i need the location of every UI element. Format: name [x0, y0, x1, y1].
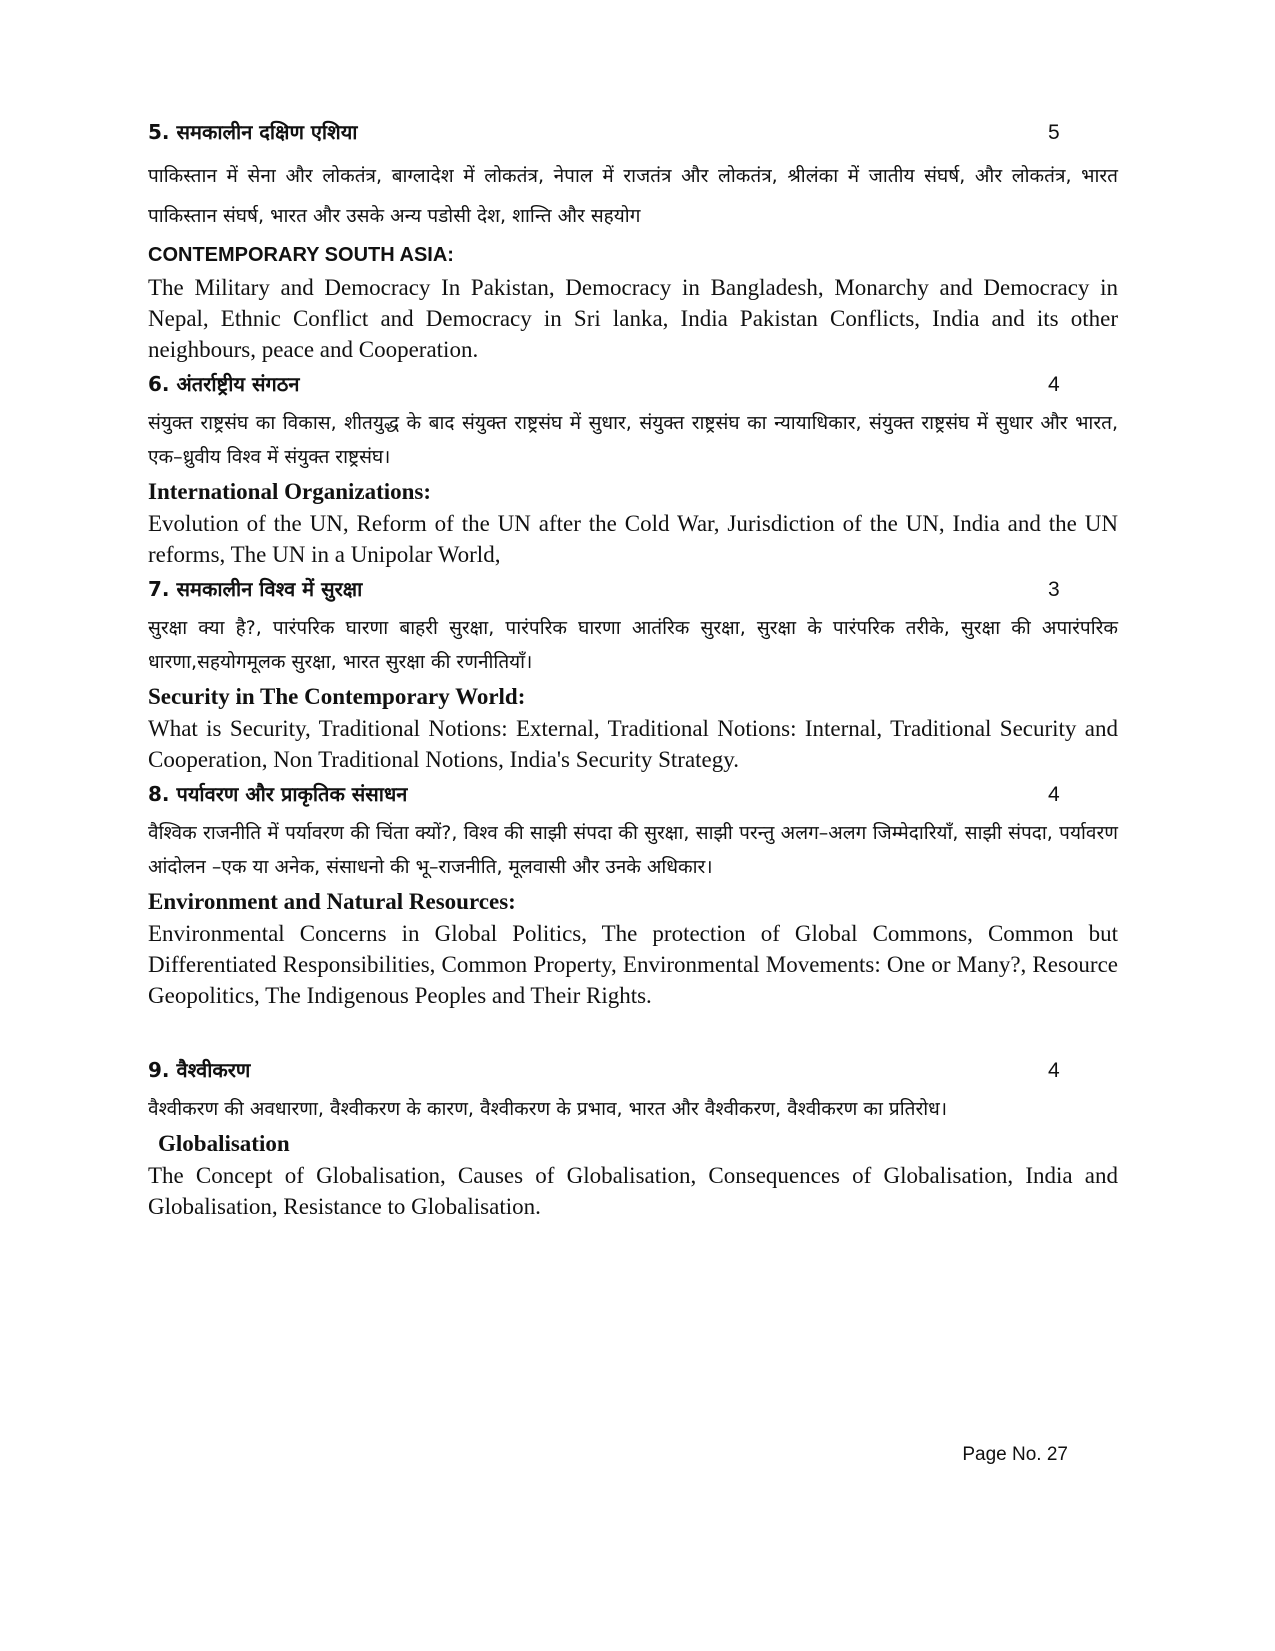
- unit-english-heading: Environment and Natural Resources:: [148, 889, 516, 914]
- unit-5-section: [148, 115, 1118, 365]
- section-spacer: [148, 1011, 1118, 1045]
- unit-title: 5. समकालीन दक्षिण एशिया: [148, 120, 358, 144]
- unit-hindi-description: संयुक्त राष्ट्रसंघ का विकास, शीतयुद्ध के बाद संयुक्त राष्ट्रसंघ में सुधार, संयुक्त राष्ट्रसंघ का न्यायाधिकार, संयुक्त राष्ट्रसंघ में सुधार और भारत, एक–ध्रुवीय विश्व में संयुक्त राष्ट्रसंघ।: [148, 412, 1118, 468]
- unit-english-heading: CONTEMPORARY SOUTH ASIA:: [148, 244, 454, 266]
- unit-hindi-description: वैश्वीकरण की अवधारणा, वैश्वीकरण के कारण, वैश्वीकरण के प्रभाव, भारत और वैश्वीकरण, वैश्वीकरण का प्रतिरोध।: [148, 1098, 948, 1120]
- unit-english-description: Environmental Concerns in Global Politics, The protection of Global Commons, Common but Differentiated Responsibilities, Common Property, Environmental Movements: One or Many?, Resource Geopolitics, The Indigenous Peoples and Their Rights.: [148, 921, 1118, 1008]
- unit-english-heading: International Organizations:: [148, 479, 432, 504]
- unit-title: 8. पर्यावरण और प्राकृतिक संसाधन: [148, 782, 408, 806]
- unit-english-description: What is Security, Traditional Notions: External, Traditional Notions: Internal, Traditional Security and Cooperation, Non Traditional Notions, India's Security Strategy.: [148, 716, 1118, 772]
- unit-title: 6. अंतर्राष्ट्रीय संगठन: [148, 372, 300, 396]
- unit-heading-row: [148, 777, 1118, 812]
- unit-hindi-description: पाकिस्तान में सेना और लोकतंत्र, बाग्लादेश में लोकतंत्र, नेपाल में राजतंत्र और लोकतंत्र, श्रीलंका में जातीय संघर्ष, और लोकतंत्र, भारत पाकिस्तान संघर्ष, भारत और उसके अन्य पडोसी देश, शान्ति और सहयोग: [148, 165, 1118, 227]
- unit-heading-row: [148, 1053, 1118, 1088]
- unit-7-section: [148, 572, 1118, 775]
- unit-marks: 4: [1048, 783, 1060, 806]
- unit-english-description: The Military and Democracy In Pakistan, Democracy in Bangladesh, Monarchy and Democracy in Nepal, Ethnic Conflict and Democracy in Sri lanka, India Pakistan Conflicts, India and its other neighbours, peace and Cooperation.: [148, 275, 1118, 362]
- document-page: [148, 115, 1118, 1222]
- unit-heading-row: [148, 572, 1118, 607]
- unit-heading-row: [148, 367, 1118, 402]
- unit-8-section: [148, 777, 1118, 1011]
- unit-english-description: Evolution of the UN, Reform of the UN after the Cold War, Jurisdiction of the UN, India and the UN reforms, The UN in a Unipolar World,: [148, 511, 1118, 567]
- unit-title: 9. वैश्वीकरण: [148, 1058, 251, 1082]
- unit-marks: 4: [1048, 1059, 1060, 1082]
- unit-english-heading: Security in The Contemporary World:: [148, 684, 526, 709]
- unit-6-section: [148, 367, 1118, 570]
- page-number: Page No. 27: [962, 1444, 1068, 1465]
- unit-9-section: [148, 1053, 1118, 1222]
- unit-marks: 5: [1048, 121, 1060, 144]
- unit-marks: 3: [1048, 578, 1060, 601]
- unit-english-description: The Concept of Globalisation, Causes of Globalisation, Consequences of Globalisation, India and Globalisation, Resistance to Globalisation.: [148, 1163, 1118, 1219]
- unit-heading-row: [148, 115, 1118, 150]
- unit-hindi-description: वैश्विक राजनीति में पर्यावरण की चिंता क्यों?, विश्व की साझी संपदा की सुरक्षा, साझी परन्तु अलग–अलग जिम्मेदारियाँ, साझी संपदा, पर्यावरण आंदोलन –एक या अनेक, संसाधनो की भू–राजनीति, मूलवासी और उनके अधिकार।: [148, 822, 1118, 878]
- unit-title: 7. समकालीन विश्व में सुरक्षा: [148, 577, 363, 601]
- unit-marks: 4: [1048, 373, 1060, 396]
- unit-english-heading: Globalisation: [158, 1131, 290, 1156]
- unit-hindi-description: सुरक्षा क्या है?, पारंपरिक घारणा बाहरी सुरक्षा, पारंपरिक घारणा आतंरिक सुरक्षा, सुरक्षा के पारंपरिक तरीके, सुरक्षा की अपारंपरिक धारणा,सहयोगमूलक सुरक्षा, भारत सुरक्षा की रणनीतियाँ।: [148, 617, 1118, 673]
